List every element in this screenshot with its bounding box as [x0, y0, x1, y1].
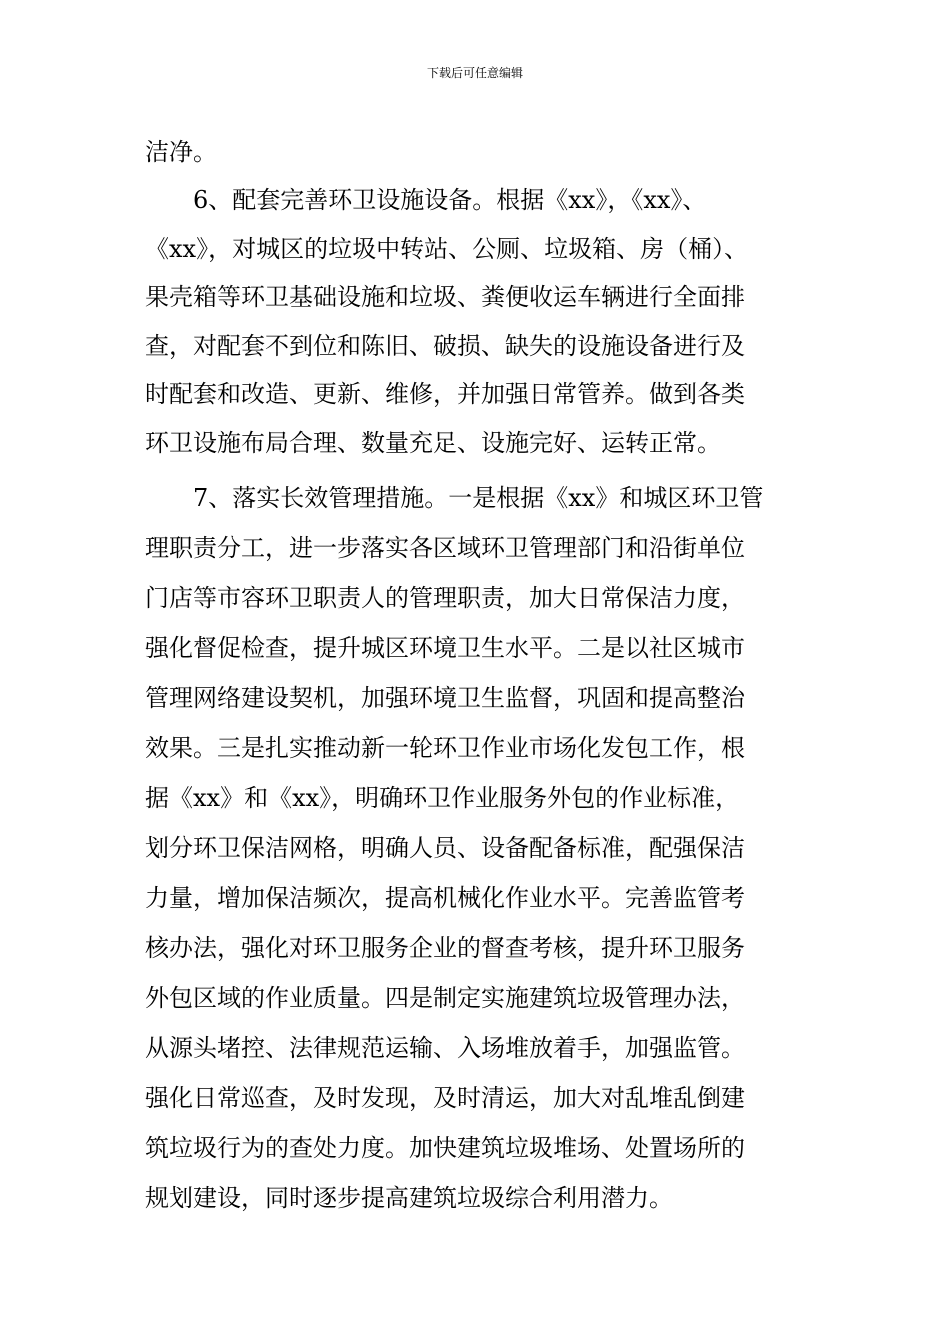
text-line: 划分环卫保洁网格，明确人员、设备配备标准，配强保洁 [145, 834, 745, 862]
text-line: 筑垃圾行为的查处力度。加快建筑垃圾堆场、处置场所的 [145, 1134, 745, 1162]
text-line: 果壳箱等环卫基础设施和垃圾、粪便收运车辆进行全面排 [145, 283, 745, 311]
text-line: 核办法，强化对环卫服务企业的督查考核，提升环卫服务 [145, 934, 745, 962]
text-line: 外包区域的作业质量。四是制定实施建筑垃圾管理办法， [145, 984, 745, 1012]
text-line: 从源头堵控、法律规范运输、入场堆放着手，加强监管。 [145, 1034, 745, 1062]
paragraph-7-first-line: 7、落实长效管理措施。一是根据《xx》和城区环卫管 [193, 484, 764, 512]
text-line: 力量，增加保洁频次，提高机械化作业水平。完善监管考 [145, 884, 745, 912]
page-header: 下载后可任意编辑 [426, 66, 523, 80]
text-line: 门店等市容环卫职责人的管理职责，加大日常保洁力度， [145, 584, 745, 612]
text-line: 效果。三是扎实推动新一轮环卫作业市场化发包工作，根 [145, 734, 745, 762]
text-line: 洁净。 [145, 138, 217, 166]
text-line: 规划建设，同时逐步提高建筑垃圾综合利用潜力。 [145, 1184, 673, 1212]
text-line: 据《xx》和《xx》，明确环卫作业服务外包的作业标准， [145, 784, 740, 812]
text-line: 时配套和改造、更新、维修，并加强日常管养。做到各类 [145, 380, 745, 408]
text-line: 查，对配套不到位和陈旧、破损、缺失的设施设备进行及 [145, 332, 745, 360]
text-line: 理职责分工，进一步落实各区域环卫管理部门和沿街单位 [145, 534, 745, 562]
text-line: 强化督促检查，提升城区环境卫生水平。二是以社区城市 [145, 634, 745, 662]
text-line: 《xx》，对城区的垃圾中转站、公厕、垃圾箱、房（桶）、 [145, 235, 749, 263]
text-line: 环卫设施布局合理、数量充足、设施完好、运转正常。 [145, 429, 721, 457]
paragraph-6-first-line: 6、配套完善环卫设施设备。根据《xx》，《xx》、 [193, 186, 707, 214]
text-line: 强化日常巡查，及时发现，及时清运，加大对乱堆乱倒建 [145, 1084, 745, 1112]
text-line: 管理网络建设契机，加强环境卫生监督，巩固和提高整治 [145, 684, 745, 712]
